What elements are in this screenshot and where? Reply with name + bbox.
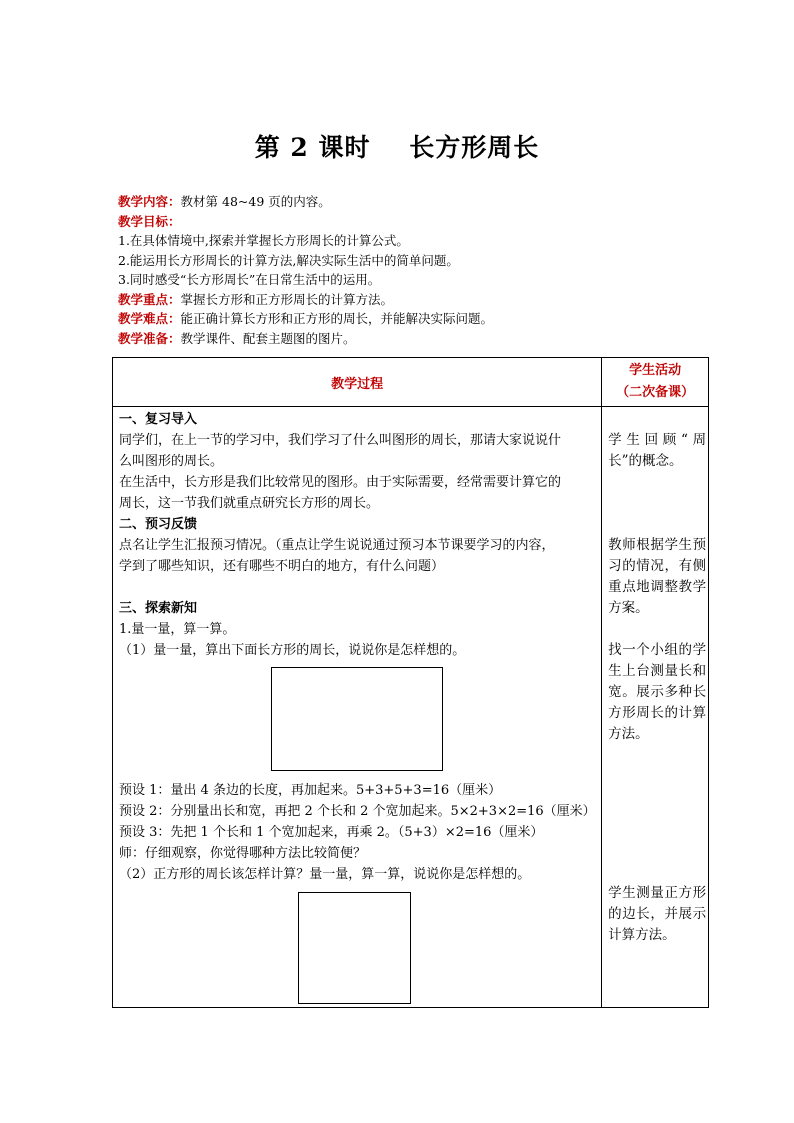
lesson-table	[112, 357, 709, 1008]
activity-note: 找一个小组的学生上台测量长和宽。展示多种长方形周长的计算方法。	[608, 642, 707, 742]
paragraph-line: 周长，这一节我们就重点研究长方形的周长。	[119, 496, 380, 511]
content-text: 教材第 48~49 页的内容。	[180, 194, 331, 209]
prep-label: 教学准备：	[118, 330, 181, 346]
key-line	[118, 290, 718, 310]
key-label: 教学重点：	[118, 291, 181, 307]
goal-item: 1.在具体情境中,探索并掌握长方形周长的计算公式。	[118, 233, 409, 248]
difficulty-text: 能正确计算长方形和正方形的周长，并能解决实际问题。	[180, 311, 494, 326]
key-text: 掌握长方形和正方形周长的计算方法。	[180, 291, 394, 307]
header-activity-line2: （二次备课）	[616, 385, 695, 400]
goals-label: 教学目标：	[118, 213, 181, 229]
prep-line	[118, 329, 718, 349]
paragraph-line: 么叫图形的周长。	[119, 454, 224, 469]
header-activity-line1: 学生活动	[629, 363, 682, 378]
header-activity	[602, 358, 709, 407]
preset-line: 预设 1：量出 4 条边的长度，再加起来。5+3+5+3=16（厘米）	[119, 783, 502, 798]
page-title: 第 2 课时 长方形周长	[254, 133, 540, 162]
activity-cell	[602, 407, 709, 1008]
paragraph-line: （2）正方形的周长该怎样计算？量一量，算一算，说说你是怎样想的。	[119, 867, 531, 882]
paragraph-line: 1.量一量，算一算。	[119, 622, 236, 637]
activity-note: 教师根据学生预习的情况，有侧重点地调整教学方案。	[608, 537, 707, 616]
goal-item: 2.能运用长方形周长的计算方法,解决实际生活中的简单问题。	[118, 252, 459, 268]
preset-line: 预设 3：先把 1 个长和 1 个宽加起来，再乘 2。（5+3）×2=16（厘米）	[119, 825, 544, 840]
process-cell	[113, 407, 602, 1008]
content-label: 教学内容：	[118, 194, 181, 209]
content-line	[118, 192, 718, 212]
difficulty-line	[118, 309, 718, 329]
table-header-row	[113, 358, 709, 407]
preset-line: 预设 2：分别量出长和宽，再把 2 个长和 2 个宽加起来。5×2+3×2=16（厘米）	[119, 804, 596, 819]
goal-item: 3.同时感受“长方形周长”在日常生活中的运用。	[118, 272, 381, 287]
paragraph-line: 同学们，在上一节的学习中，我们学习了什么叫图形的周长，那请大家说说什	[119, 433, 562, 448]
lesson-meta	[118, 192, 718, 348]
section-review-title: 一、复习导入	[119, 412, 198, 427]
activity-note: 学生测量正方形的边长，并展示计算方法。	[608, 885, 707, 943]
table-body-row	[113, 407, 709, 1008]
section-preview-title: 二、预习反馈	[119, 517, 198, 532]
paragraph-line: 在生活中，长方形是我们比较常见的图形。由于实际需要，经常需要计算它的	[119, 475, 562, 490]
paragraph-line: 学到了哪些知识，还有哪些不明白的地方，有什么问题）	[119, 559, 445, 574]
prep-text: 教学课件、配套主题图的图片。	[180, 330, 356, 346]
header-process: 教学过程	[113, 358, 602, 407]
teacher-question: 师：仔细观察，你觉得哪种方法比较简便？	[119, 846, 367, 861]
difficulty-label: 教学难点：	[118, 311, 181, 326]
square-figure	[298, 892, 411, 1004]
paragraph-line: 点名让学生汇报预习情况。（重点让学生说说通过预习本节课要学习的内容，	[119, 538, 555, 553]
paragraph-line: （1）量一量，算出下面长方形的周长，说说你是怎样想的。	[119, 643, 466, 658]
activity-note: 学生回顾“周长”的概念。	[608, 432, 707, 469]
rectangle-figure	[271, 667, 443, 771]
section-explore-title: 三、探索新知	[119, 601, 198, 616]
